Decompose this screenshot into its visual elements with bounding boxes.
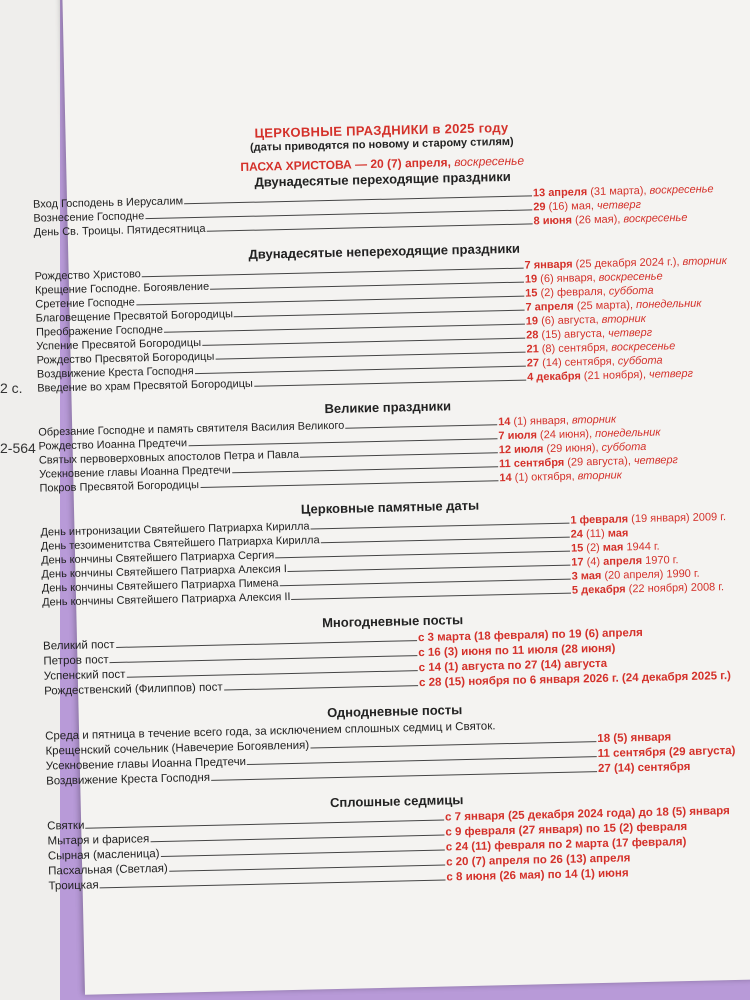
item-name: Преображение Господне bbox=[35, 323, 164, 339]
date-range: 11 сентября (29 августа) bbox=[597, 744, 736, 761]
date-new: 14 bbox=[499, 471, 512, 485]
item-name: Воздвижение Креста Господня bbox=[46, 771, 211, 788]
item-name: День кончины Святейшего Патриарха Сергия bbox=[41, 549, 275, 567]
margin-fragment: 2 с. bbox=[0, 380, 23, 396]
weekday: вторник bbox=[574, 469, 623, 483]
item-name: Пасхальная (Светлая) bbox=[48, 862, 168, 878]
section-title: Великие праздники bbox=[324, 398, 452, 417]
item-name: Усекновение главы Иоанна Предтечи bbox=[45, 756, 247, 773]
date-old: (24 июня), bbox=[536, 428, 593, 442]
item-name: Успенский пост bbox=[43, 668, 126, 683]
weekday: воскресенье bbox=[595, 270, 663, 284]
dot-leader bbox=[200, 480, 498, 488]
item-name: Введение во храм Пресвятой Богородицы bbox=[37, 377, 254, 395]
date-old: (1) октября, bbox=[511, 470, 575, 484]
weekday: понедельник bbox=[632, 297, 702, 312]
date-old: (8) сентября, bbox=[538, 341, 609, 356]
weekday: суббота bbox=[605, 284, 654, 298]
date-new: 7 июля bbox=[498, 429, 538, 443]
item-name: Успение Пресвятой Богородицы bbox=[36, 336, 202, 353]
date-old: (2) bbox=[583, 541, 600, 555]
date-new: 21 bbox=[526, 343, 539, 356]
item-name: Рождество Пресвятой Богородицы bbox=[36, 350, 215, 367]
section-oneday bbox=[45, 696, 747, 790]
date-new: 28 bbox=[526, 329, 539, 342]
item-name: Петров пост bbox=[43, 654, 109, 668]
date-range: с 8 июня (26 мая) по 14 (1) июня bbox=[446, 867, 629, 884]
weekday: четверг bbox=[630, 454, 679, 468]
weekday: суббота bbox=[598, 440, 647, 454]
dot-leader bbox=[292, 593, 571, 600]
date-range: 18 (5) января bbox=[597, 731, 672, 746]
item-name: Вход Господень в Иерусалим bbox=[32, 195, 184, 211]
item-name: Рождественский (Филиппов) пост bbox=[44, 681, 223, 698]
dot-leader bbox=[211, 771, 597, 781]
item-name: День кончины Святейшего Патриарха Пимена bbox=[41, 577, 279, 595]
date-new: 8 июня bbox=[533, 214, 573, 228]
section-title: Двунадесятые непереходящие праздники bbox=[248, 240, 521, 262]
date-range: с 24 (11) февраля по 2 марта (17 февраля) bbox=[445, 836, 687, 854]
section-rows bbox=[38, 410, 739, 496]
page-title: ЦЕРКОВНЫЕ ПРАЗДНИКИ в 2025 году bbox=[254, 119, 509, 141]
section-title: Церковные памятные даты bbox=[300, 497, 480, 517]
item-name: Воздвижение Креста Господня bbox=[36, 365, 194, 381]
item-name: Среда и пятница в течение всего года, за исключением сплошных седмиц и Святок. bbox=[45, 720, 496, 743]
dot-leader bbox=[254, 380, 526, 387]
item-name: Сырная (масленица) bbox=[47, 848, 160, 863]
item-name: Святки bbox=[47, 819, 85, 833]
item-name: День Св. Троицы. Пятидесятница bbox=[33, 222, 206, 239]
weekday: воскресенье bbox=[620, 211, 688, 226]
date-old: (2) февраля, bbox=[537, 285, 606, 300]
date-range: 27 (14) сентября bbox=[597, 760, 691, 776]
date-range: с 3 марта (18 февраля) по 19 (6) апреля bbox=[417, 626, 643, 645]
item-name: Святых первоверховных апостолов Петра и Павла bbox=[38, 448, 300, 467]
item-name: Обрезание Господне и память святителя Василия Великого bbox=[38, 419, 345, 439]
date-new: 15 bbox=[525, 287, 538, 300]
weekday: вторник bbox=[568, 413, 617, 427]
date-old: (25 марта), bbox=[573, 299, 634, 313]
date-year: 1970 г. bbox=[642, 554, 679, 567]
item-name: Мытаря и фарисея bbox=[47, 833, 150, 848]
date-old: (29 июня), bbox=[543, 441, 599, 456]
item-name: Покров Пресвятой Богородицы bbox=[39, 479, 200, 495]
date-new: 11 сентября bbox=[498, 456, 565, 471]
date-new: 17 bbox=[571, 556, 584, 569]
item-name: Сретение Господне bbox=[35, 296, 136, 311]
date-new: 7 апреля bbox=[525, 300, 574, 314]
date-range: с 20 (7) апреля по 26 (13) апреля bbox=[445, 852, 631, 869]
item-name: День тезоименитства Святейшего Патриарха Кирилла bbox=[40, 534, 320, 553]
date-range: с 16 (3) июня по 11 июля (28 июня) bbox=[418, 642, 616, 660]
date-old: (25 декабря 2024 г.), bbox=[572, 256, 680, 271]
section-memorial bbox=[40, 492, 742, 610]
date-new: 7 января bbox=[524, 258, 573, 272]
margin-fragment: 2-564 bbox=[0, 440, 36, 456]
section-great bbox=[38, 392, 740, 496]
dot-leader bbox=[224, 685, 418, 690]
section-fasts bbox=[43, 606, 745, 700]
document-content bbox=[31, 115, 748, 895]
easter-date: ПАСХА ХРИСТОВА — 20 (7) апреля, bbox=[240, 155, 452, 174]
item-date bbox=[598, 759, 746, 777]
item-date bbox=[572, 580, 742, 598]
date-new: 29 bbox=[533, 201, 546, 214]
date-old: (11) bbox=[582, 527, 605, 541]
date-new: 4 декабря bbox=[527, 370, 581, 384]
date-old: (1) января, bbox=[510, 414, 569, 428]
date-old: (29 августа), bbox=[564, 455, 631, 469]
section-title: Многодневные посты bbox=[321, 612, 464, 631]
date-old: (6) января, bbox=[537, 271, 596, 286]
date-old: (19 января) 2009 г. bbox=[628, 511, 727, 526]
item-name: Великий пост bbox=[42, 638, 115, 653]
weekday: воскресенье bbox=[608, 340, 676, 354]
weekday: вторник bbox=[598, 312, 647, 326]
section-rows bbox=[47, 804, 749, 895]
item-name: День кончины Святейшего Патриарха Алексия II bbox=[41, 590, 291, 609]
item-name: Вознесение Господне bbox=[33, 210, 145, 225]
item-name: Троицкая bbox=[48, 879, 99, 893]
weekday: воскресенье bbox=[646, 183, 714, 197]
weekday: вторник bbox=[679, 254, 727, 269]
date-old: (22 ноября) 2008 г. bbox=[625, 581, 725, 596]
date-range: с 7 января (25 декабря 2024 года) до 18 (5) января bbox=[444, 805, 730, 824]
easter-day: воскресенье bbox=[454, 153, 525, 170]
item-name: Рождество Христово bbox=[34, 268, 141, 283]
item-name: День кончины Святейшего Патриарха Алексия I bbox=[41, 563, 287, 581]
section-title: Однодневные посты bbox=[326, 702, 463, 721]
item-name: Крещение Господне. Богоявление bbox=[34, 280, 210, 297]
date-old: (15) августа, bbox=[538, 327, 606, 342]
item-name: Благовещение Пресвятой Богородицы bbox=[35, 308, 234, 325]
section-weeks bbox=[47, 786, 749, 895]
date-old: (21 ноября), bbox=[580, 368, 647, 383]
section-title: Двунадесятые переходящие праздники bbox=[254, 168, 511, 190]
date-old: (31 марта), bbox=[587, 184, 647, 199]
weekday: четверг bbox=[645, 367, 694, 381]
date-range: с 28 (15) ноября по 6 января 2026 г. (24 декабря 2025 г.) bbox=[418, 670, 732, 690]
section-rows bbox=[40, 510, 742, 610]
date-old: (6) августа, bbox=[537, 313, 599, 328]
date-new: 1 февраля bbox=[570, 513, 629, 527]
date-month: апреля bbox=[599, 554, 643, 568]
weekday: четверг bbox=[604, 326, 653, 340]
date-year: 1944 г. bbox=[623, 540, 660, 554]
date-old: (16) мая, bbox=[545, 199, 595, 214]
date-new: 27 bbox=[526, 357, 540, 370]
date-new: 3 мая bbox=[571, 569, 602, 583]
dot-leader bbox=[207, 223, 533, 231]
page-sheet bbox=[32, 0, 750, 995]
date-month: мая bbox=[604, 527, 629, 540]
item-name: Рождество Иоанна Предтечи bbox=[38, 437, 188, 453]
item-name: Крещенский сочельник (Навечерие Богоявления) bbox=[45, 739, 310, 758]
page-subtitle: (даты приводятся по новому и старому стилям) bbox=[249, 135, 514, 154]
date-new: 15 bbox=[570, 542, 584, 555]
date-new: 19 bbox=[525, 315, 539, 328]
section-rows bbox=[35, 254, 738, 396]
sections-container bbox=[33, 164, 749, 895]
date-month: мая bbox=[599, 541, 624, 554]
date-new: 13 апреля bbox=[532, 186, 588, 200]
date-old: (4) bbox=[583, 555, 601, 569]
date-range: с 9 февраля (27 января) по 15 (2) февраля bbox=[445, 821, 688, 839]
dot-leader bbox=[345, 424, 497, 428]
item-name: Усекновение главы Иоанна Предтечи bbox=[39, 464, 231, 481]
section-fixed bbox=[34, 236, 737, 396]
weekday: суббота bbox=[614, 354, 663, 368]
weekday: четверг bbox=[593, 198, 642, 212]
date-old: (20 апреля) 1990 г. bbox=[601, 567, 700, 582]
item-name: День интронизации Святейшего Патриарха Кирилла bbox=[40, 520, 310, 539]
date-old: (14) сентября, bbox=[538, 355, 615, 370]
date-new: 5 декабря bbox=[571, 583, 626, 597]
date-old: (26 мая), bbox=[571, 213, 621, 227]
date-new: 19 bbox=[524, 273, 538, 286]
date-range: с 14 (1) августа по 27 (14) августа bbox=[418, 657, 608, 675]
section-title: Сплошные седмицы bbox=[329, 792, 464, 811]
date-new: 14 bbox=[498, 415, 511, 429]
date-new: 24 bbox=[570, 528, 584, 541]
weekday: понедельник bbox=[591, 426, 661, 441]
date-new: 12 июля bbox=[498, 443, 544, 457]
dot-leader bbox=[100, 880, 446, 889]
